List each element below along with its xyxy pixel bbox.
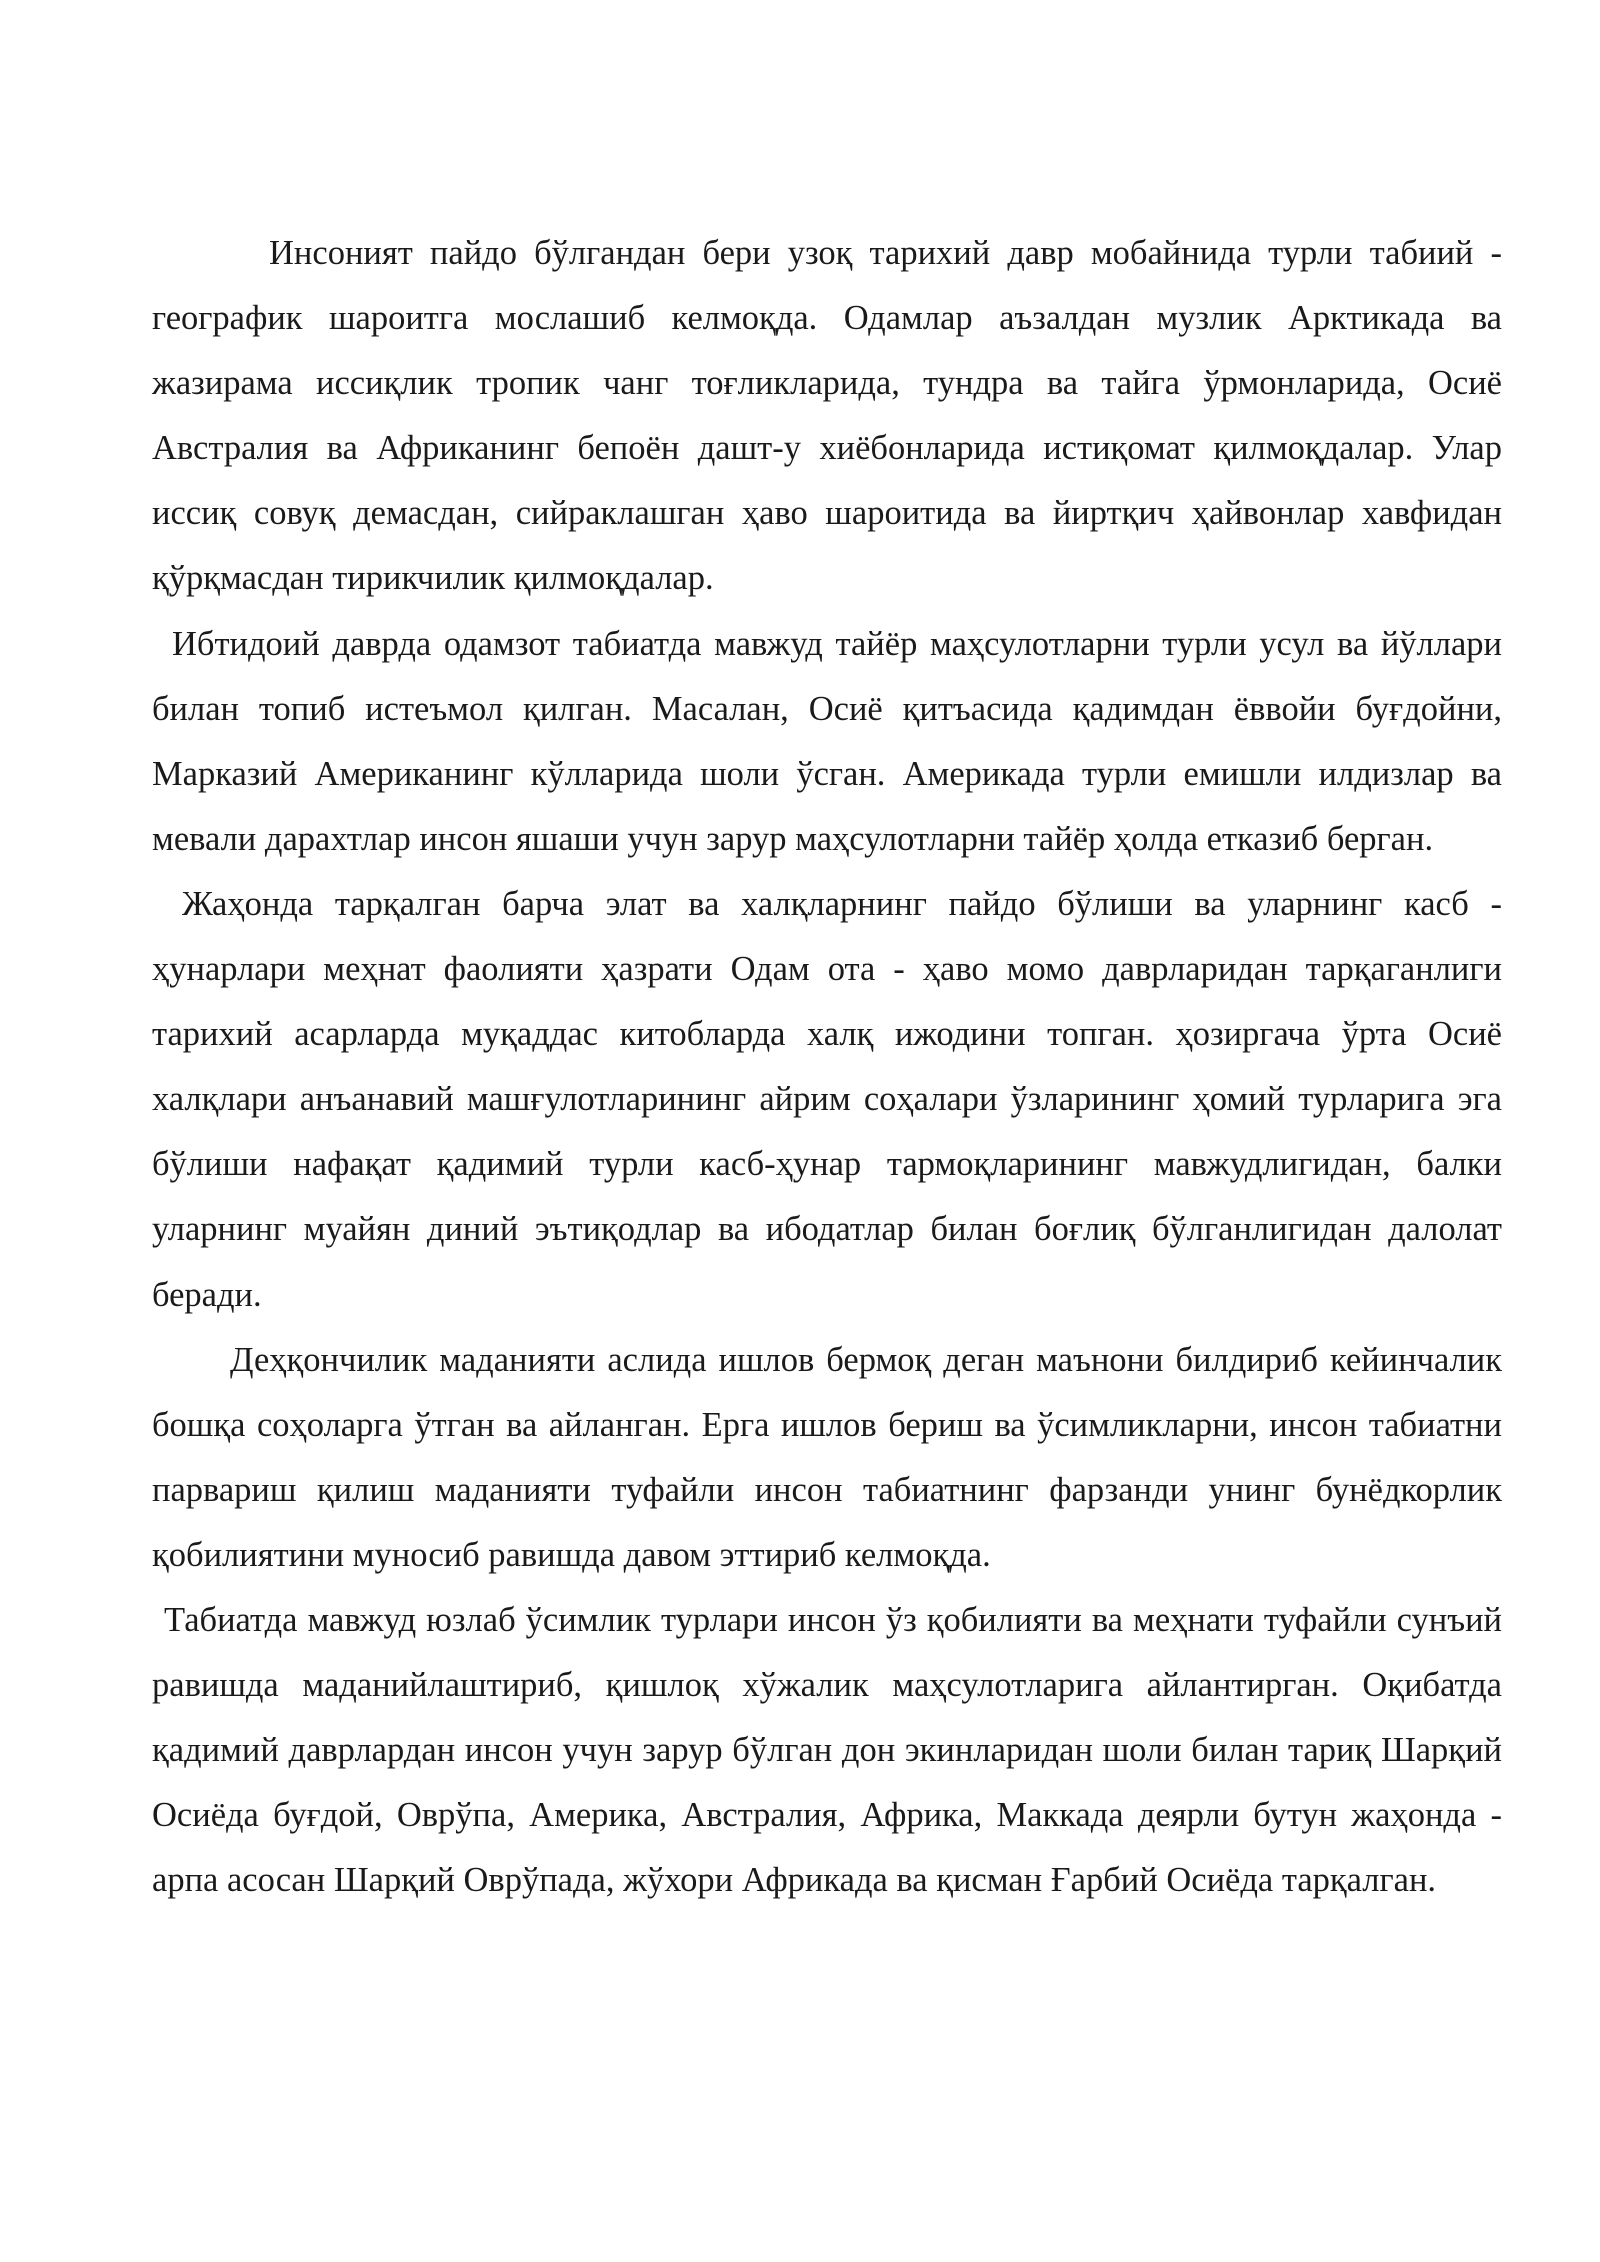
- paragraph-1: Инсоният пайдо бўлгандан бери узоқ тарихий давр мобайнида турли табиий - географик шароитга мослашиб келмоқда. Одамлар аъзалдан музлик Арктикада ва жазирама иссиқлик тропик чанг тоғликларида, тундра ва тайга ўрмонларида, Осиё Австралия ва Африканинг бепоён дашт-у хиёбонларида истиқомат қилмоқдалар. Улар иссиқ совуқ демасдан, сийраклашган ҳаво шароитида ва йиртқич ҳайвонлар хавфидан қўрқмасдан тирикчилик қилмоқдалар.: [152, 234, 1502, 598]
- paragraph-3: Жаҳонда тарқалган барча элат ва халқларнинг пайдо бўлиши ва уларнинг касб - ҳунарлари меҳнат фаолияти ҳазрати Одам ота - ҳаво момо даврларидан тарқаганлиги тарихий асарларда муқаддас китобларда халқ ижодини топган. ҳозиргача ўрта Осиё халқлари анъанавий машғулотларининг айрим соҳалари ўзларининг ҳомий турларига эга бўлиши нафақат қадимий турли касб-ҳунар тармоқларининг мавжудлигидан, балки уларнинг муайян диний эътиқодлар ва ибодатлар билан боғлиқ бўлганлигидан далолат беради.: [152, 884, 1502, 1314]
- paragraph-4: Деҳқончилик маданияти аслида ишлов бермоқ деган маънони билдириб кейинчалик бошқа соҳоларга ўтган ва айланган. Ерга ишлов бериш ва ўсимликларни, инсон табиатни парвариш қилиш маданияти туфайли инсон табиатнинг фарзанди унинг бунёдкорлик қобилиятини муносиб равишда давом эттириб келмоқда.: [152, 1340, 1502, 1574]
- paragraph-2: Ибтидоий даврда одамзот табиатда мавжуд тайёр маҳсулотларни турли усул ва йўллари билан топиб истеъмол қилган. Масалан, Осиё қитъасида қадимдан ёввойи буғдойни, Марказий Американинг кўлларида шоли ўсган. Америкада турли емишли илдизлар ва мевали дарахтлар инсон яшаши учун зарур маҳсулотларни тайёр ҳолда етказиб берган.: [152, 624, 1502, 858]
- document-body: [152, 221, 1502, 1913]
- paragraph-5: Табиатда мавжуд юзлаб ўсимлик турлари инсон ўз қобилияти ва меҳнати туфайли сунъий равишда маданийлаштириб, қишлоқ хўжалик маҳсулотларига айлантирган. Оқибатда қадимий даврлардан инсон учун зарур бўлган дон экинларидан шоли билан тариқ Шарқий Осиёда буғдой, Оврўпа, Америка, Австралия, Африка, Маккада деярли бутун жаҳонда - арпа асосан Шарқий Оврўпада, жўхори Африкада ва қисман Ғарбий Осиёда тарқалган.: [152, 1600, 1502, 1900]
